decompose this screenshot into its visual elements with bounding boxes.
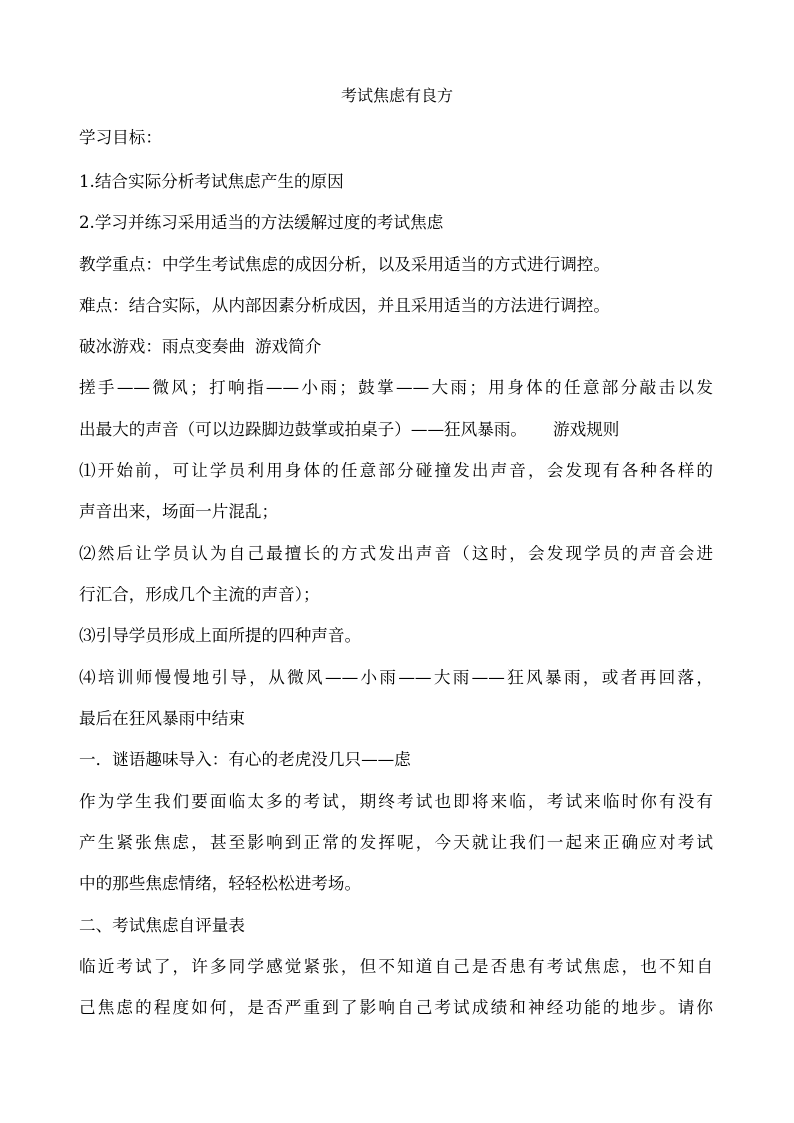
teaching-focus: 教学重点：中学生考试焦虑的成因分析，以及采用适当的方式进行调控。: [79, 255, 610, 274]
section-1-heading: 一．谜语趣味导入：有心的老虎没几只——虑: [79, 750, 411, 769]
document-title: 考试焦虑有良方: [340, 86, 453, 105]
icebreaker-game: 破冰游戏：雨点变奏曲: [79, 337, 245, 356]
game-description-end: 出最大的声音（可以边跺脚边鼓掌或拍桌子）——狂风暴雨。: [79, 420, 528, 439]
rule-2-line-2: 行汇合，形成几个主流的声音）；: [79, 585, 320, 604]
difficulty: 难点：结合实际，从内部因素分析成因，并且采用适当的方法进行调控。: [79, 296, 610, 315]
learning-goals-heading: 学习目标：: [79, 128, 162, 147]
rule-1-line-2: 声音出来，场面一片混乱；: [79, 502, 279, 521]
rule-4-line-2: 最后在狂风暴雨中结束: [79, 709, 245, 728]
scale-paragraph-line-2: 己焦虑的程度如何，是否严重到了影响自己考试成绩和神经功能的地步。请你: [79, 998, 713, 1017]
goal-1: 1.结合实际分析考试焦虑产生的原因: [79, 172, 344, 191]
intro-paragraph-line-1: 作为学生我们要面临太多的考试，期终考试也即将来临，考试来临时你有没有: [79, 792, 713, 811]
game-description-line-2: [79, 419, 619, 441]
game-intro-heading: 游戏简介: [254, 337, 322, 356]
rule-2-line-1: ⑵然后让学员认为自己最擅长的方式发出声音（这时，会发现学员的声音会进: [79, 544, 713, 563]
scale-paragraph-line-1: 临近考试了，许多同学感觉紧张，但不知道自己是否患有考试焦虑，也不知自: [79, 957, 713, 976]
rule-1-line-1: ⑴开始前，可让学员利用身体的任意部分碰撞发出声音，会发现有各种各样的: [79, 461, 713, 480]
goal-2: 2.学习并练习采用适当的方法缓解过度的考试焦虑: [79, 213, 444, 232]
game-description-line-1: 搓手——微风；打响指——小雨；鼓掌——大雨；用身体的任意部分敲击以发: [79, 378, 713, 397]
intro-paragraph-line-3: 中的那些焦虑情绪，轻轻松松进考场。: [79, 874, 362, 893]
rule-3: ⑶引导学员形成上面所提的四种声音。: [79, 626, 362, 645]
game-rules-heading: 游戏规则: [553, 420, 620, 439]
rule-4-line-1: ⑷培训师慢慢地引导，从微风——小雨——大雨——狂风暴雨，或者再回落，: [79, 668, 713, 687]
section-2-heading: 二、考试焦虑自评量表: [79, 916, 245, 935]
intro-paragraph-line-2: 产生紧张焦虑，甚至影响到正常的发挥呢，今天就让我们一起来正确应对考试: [79, 833, 713, 852]
icebreaker-line: [79, 336, 321, 358]
